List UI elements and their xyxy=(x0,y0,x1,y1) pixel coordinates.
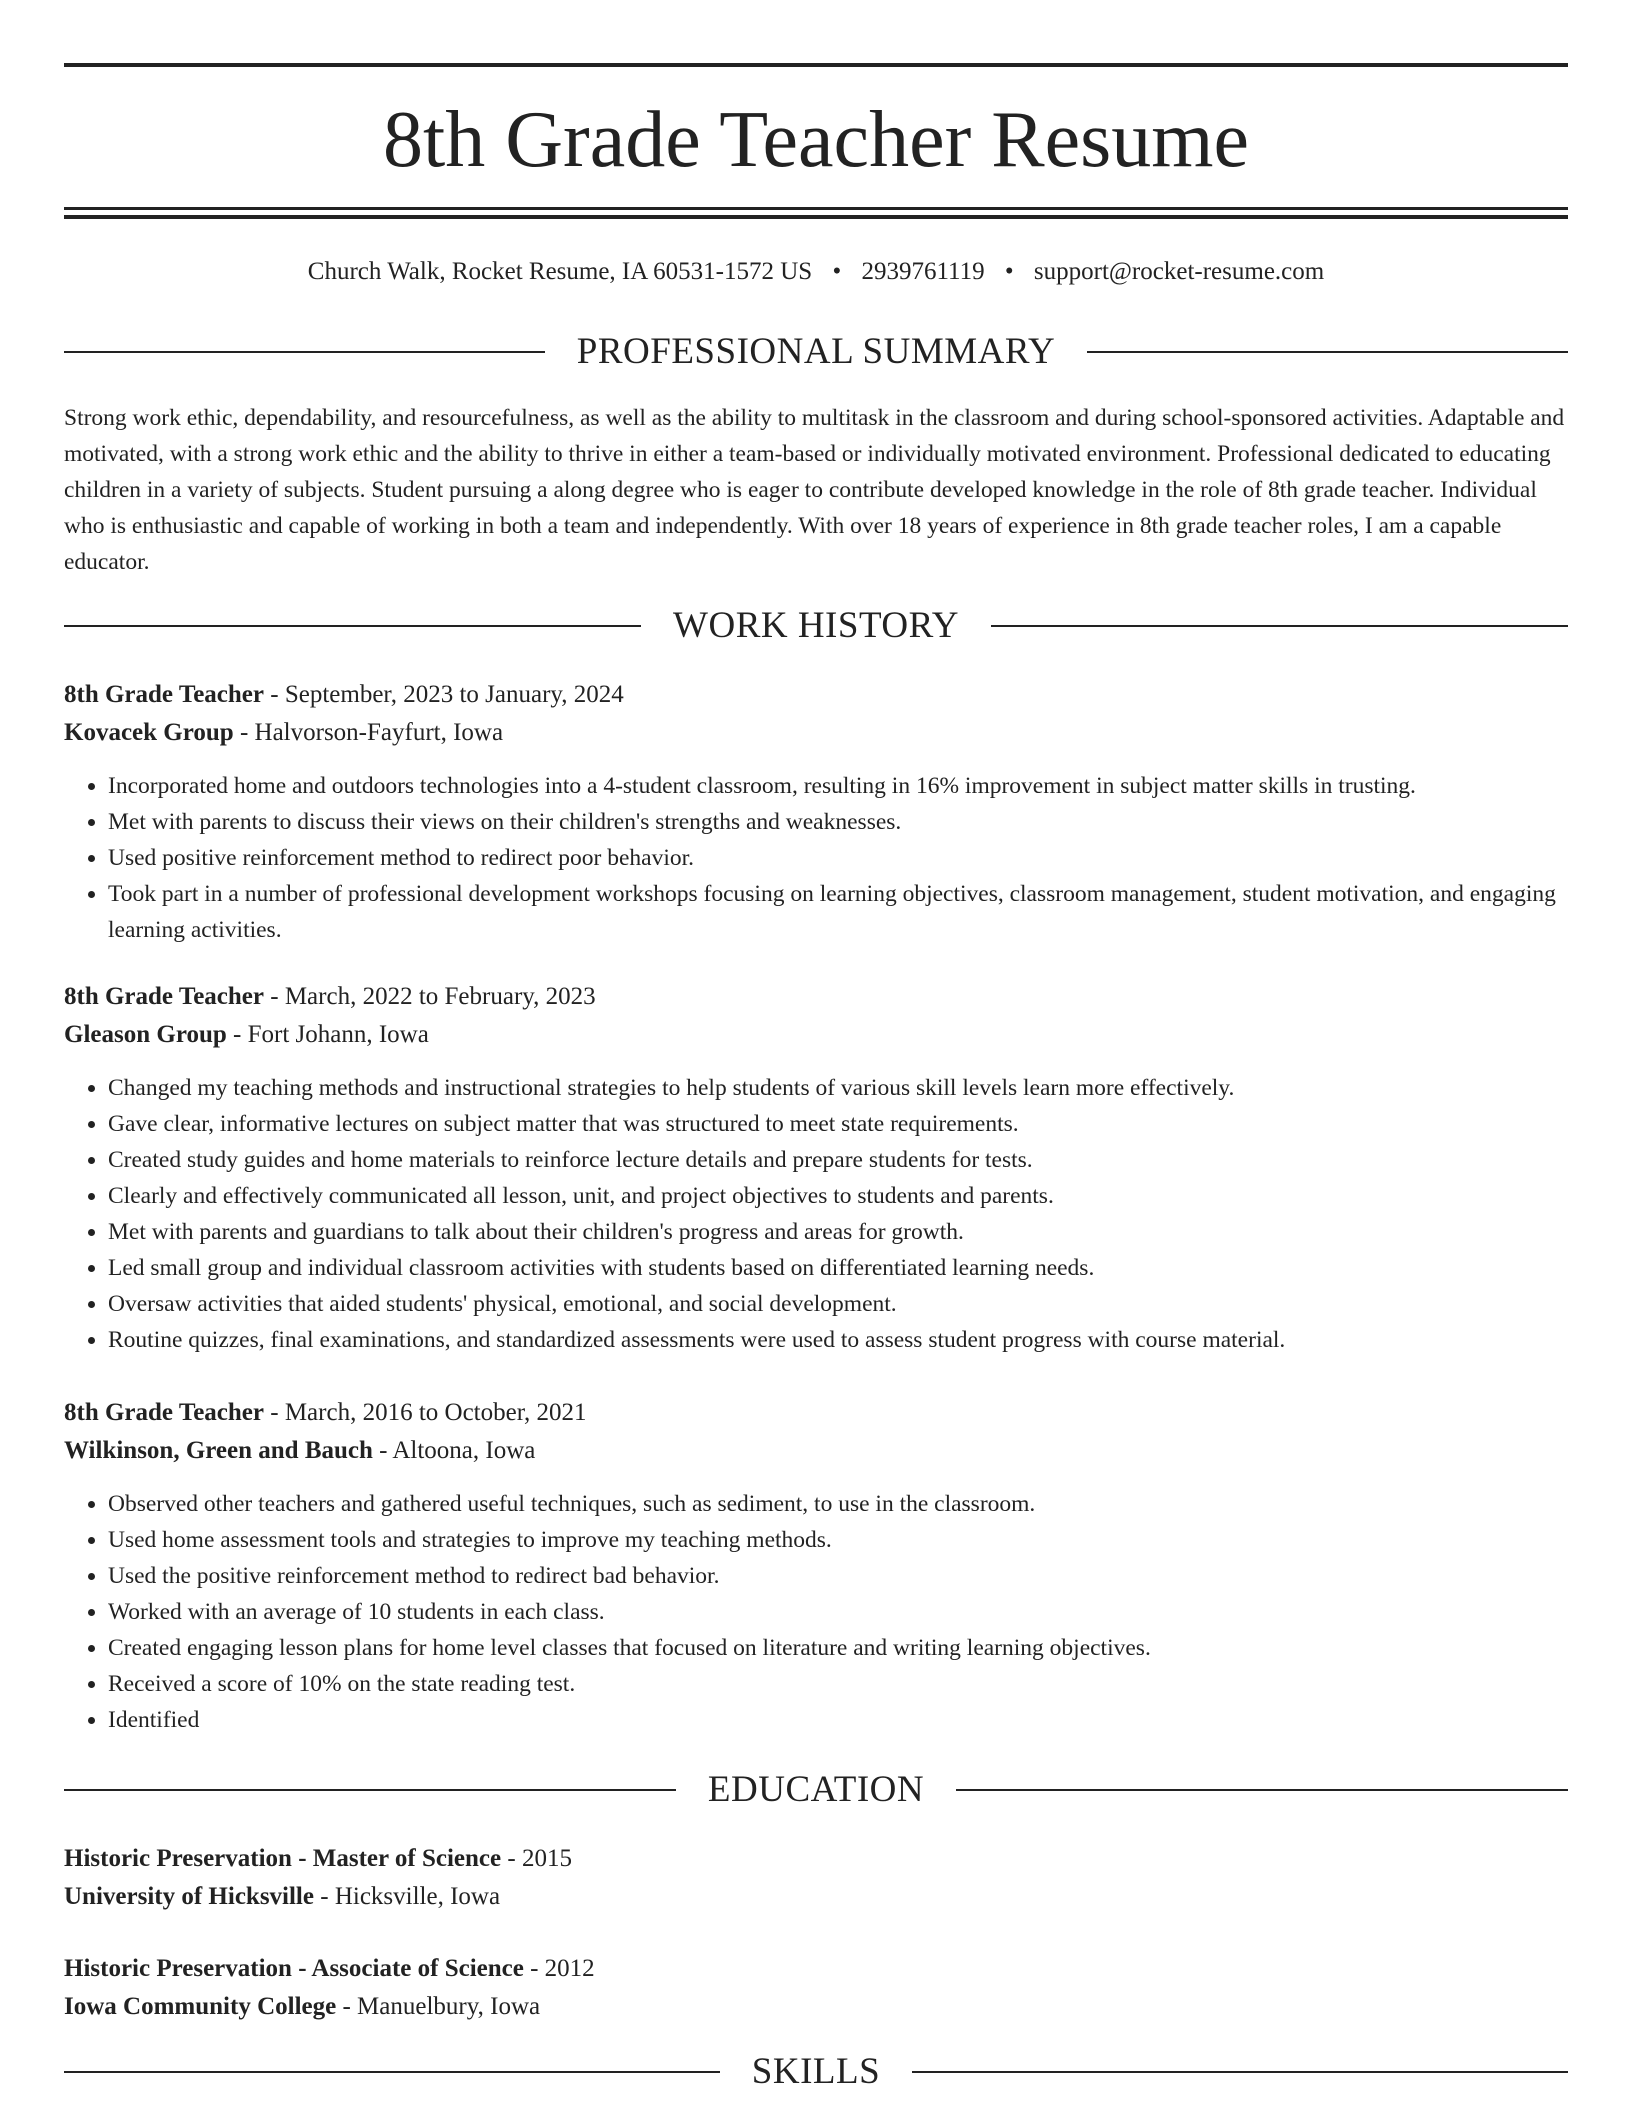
duty-item: • Received a score of 10% on the state reading test. xyxy=(108,1666,1568,1702)
education-entry xyxy=(64,1840,1568,1916)
heading-rule xyxy=(1087,351,1568,353)
section-title: WORK HISTORY xyxy=(673,605,959,646)
job-location: Altoona, Iowa xyxy=(392,1437,536,1464)
dash: - xyxy=(313,1883,335,1910)
job-company: Gleason Group xyxy=(64,1021,227,1048)
contact-separator: • xyxy=(1004,258,1014,285)
title-rule-lower xyxy=(64,215,1568,219)
job-dates: March, 2016 to October, 2021 xyxy=(284,1399,587,1426)
job-title: 8th Grade Teacher xyxy=(64,983,264,1010)
section-title: EDUCATION xyxy=(707,1769,925,1810)
dash: - xyxy=(336,1993,358,2020)
job-company: Kovacek Group xyxy=(64,719,234,746)
heading-rule xyxy=(64,351,545,353)
resume-title: 8th Grade Teacher Resume xyxy=(383,96,1249,184)
job-company-line xyxy=(64,1016,1568,1054)
duty-item: • Observed other teachers and gathered useful techniques, such as sediment, to use in the classroom. xyxy=(108,1486,1568,1522)
duty-item: • Identified xyxy=(108,1702,1568,1738)
duty-item: • Changed my teaching methods and instructional strategies to help students of various skill levels learn more effectively. xyxy=(108,1070,1568,1106)
heading-rule xyxy=(64,625,641,627)
contact-separator: • xyxy=(832,258,842,285)
dash: - xyxy=(226,1021,248,1048)
section-title: PROFESSIONAL SUMMARY xyxy=(576,331,1056,372)
dash: - xyxy=(233,719,255,746)
job-title-line xyxy=(64,978,1568,1016)
duty-item: • Oversaw activities that aided students' physical, emotional, and social development. xyxy=(108,1286,1568,1322)
job-dates: September, 2023 to January, 2024 xyxy=(284,681,624,708)
school-line xyxy=(64,1988,1568,2026)
job-duties xyxy=(64,1070,1568,1358)
top-rule xyxy=(64,63,1568,67)
contact-address: Church Walk, Rocket Resume, IA 60531-1572 US xyxy=(307,258,813,285)
school-location: Hicksville, Iowa xyxy=(334,1883,501,1910)
heading-rule xyxy=(64,2071,720,2073)
section-heading-work-history xyxy=(64,604,1568,648)
degree-year: 2015 xyxy=(521,1845,572,1872)
job-entry xyxy=(64,676,1568,948)
section-heading-summary xyxy=(64,330,1568,374)
degree-year: 2012 xyxy=(544,1955,595,1982)
job-title-line xyxy=(64,676,1568,714)
duty-item: • Met with parents to discuss their views on their children's strengths and weaknesses. xyxy=(108,804,1568,840)
job-dates: March, 2022 to February, 2023 xyxy=(284,983,596,1010)
duty-item: • Used positive reinforcement method to redirect poor behavior. xyxy=(108,840,1568,876)
degree-line xyxy=(64,1950,1568,1988)
job-entry xyxy=(64,1394,1568,1738)
dash: - xyxy=(523,1955,545,1982)
school: University of Hicksville xyxy=(64,1883,314,1910)
job-location: Fort Johann, Iowa xyxy=(247,1021,429,1048)
dash: - xyxy=(372,1437,393,1464)
heading-rule xyxy=(64,1789,676,1791)
job-duties xyxy=(64,1486,1568,1738)
heading-rule xyxy=(956,1789,1568,1791)
contact-line xyxy=(64,254,1568,290)
job-company-line xyxy=(64,1432,1568,1470)
dash: - xyxy=(501,1845,522,1872)
dash: - xyxy=(264,1399,285,1426)
job-duties xyxy=(64,768,1568,948)
section-heading-skills xyxy=(64,2050,1568,2094)
section-title: SKILLS xyxy=(751,2051,881,2092)
degree-line xyxy=(64,1840,1568,1878)
duty-item: • Used home assessment tools and strategies to improve my teaching methods. xyxy=(108,1522,1568,1558)
duty-item: • Created engaging lesson plans for home level classes that focused on literature and writing learning objectives. xyxy=(108,1630,1568,1666)
contact-phone: 2939761119 xyxy=(861,258,985,285)
degree: Historic Preservation - Master of Science xyxy=(64,1845,502,1872)
job-location: Halvorson-Fayfurt, Iowa xyxy=(254,719,504,746)
dash: - xyxy=(264,681,285,708)
duty-item: • Worked with an average of 10 students in each class. xyxy=(108,1594,1568,1630)
job-entry xyxy=(64,978,1568,1358)
title-rule-upper xyxy=(64,207,1568,210)
job-title: 8th Grade Teacher xyxy=(64,681,264,708)
section-heading-education xyxy=(64,1768,1568,1812)
school: Iowa Community College xyxy=(64,1993,337,2020)
heading-rule xyxy=(991,625,1568,627)
duty-item: • Took part in a number of professional development workshops focusing on learning objectives, classroom management, student motivation, and engaging learning activities. xyxy=(108,876,1568,948)
contact-email[interactable]: support@rocket-resume.com xyxy=(1033,258,1325,285)
education-entry xyxy=(64,1950,1568,2026)
summary-text: Strong work ethic, dependability, and resourcefulness, as well as the ability to multitask in the classroom and during school-sponsored activities. Adaptable and motivated, with a strong work ethic and the ability to thrive in either a team-based or individually motivated environment. Professional dedicated to educating children in a variety of subjects. Student pursuing a along degree who is eager to contribute developed knowledge in the role of 8th grade teacher. Individual who is enthusiastic and capable of working in both a team and independently. With over 18 years of experience in 8th grade teacher roles, I am a capable educator. xyxy=(64,405,1565,575)
duty-item: • Led small group and individual classroom activities with students based on differentiated learning needs. xyxy=(108,1250,1568,1286)
job-company-line xyxy=(64,714,1568,752)
duty-item: • Clearly and effectively communicated all lesson, unit, and project objectives to students and parents. xyxy=(108,1178,1568,1214)
degree: Historic Preservation - Associate of Science xyxy=(64,1955,524,1982)
job-title: 8th Grade Teacher xyxy=(64,1399,264,1426)
school-location: Manuelbury, Iowa xyxy=(357,1993,541,2020)
duty-item: • Gave clear, informative lectures on subject matter that was structured to meet state requirements. xyxy=(108,1106,1568,1142)
school-line xyxy=(64,1878,1568,1916)
duty-item: • Incorporated home and outdoors technologies into a 4-student classroom, resulting in 16% improvement in subject matter skills in trusting. xyxy=(108,768,1568,804)
duty-item: • Created study guides and home materials to reinforce lecture details and prepare students for tests. xyxy=(108,1142,1568,1178)
duty-item: • Met with parents and guardians to talk about their children's progress and areas for growth. xyxy=(108,1214,1568,1250)
heading-rule xyxy=(912,2071,1568,2073)
job-company: Wilkinson, Green and Bauch xyxy=(64,1437,373,1464)
dash: - xyxy=(264,983,285,1010)
duty-item: • Used the positive reinforcement method to redirect bad behavior. xyxy=(108,1558,1568,1594)
job-title-line xyxy=(64,1394,1568,1432)
duty-item: • Routine quizzes, final examinations, and standardized assessments were used to assess student progress with course material. xyxy=(108,1322,1568,1358)
